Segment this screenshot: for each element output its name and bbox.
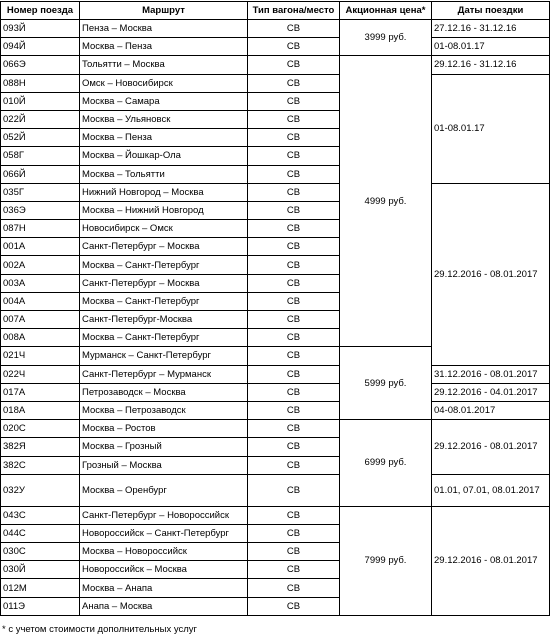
car-type-cell: СВ: [248, 183, 340, 201]
route-cell: Грозный – Москва: [80, 456, 248, 474]
car-type-cell: СВ: [248, 456, 340, 474]
route-cell: Москва – Пенза: [80, 129, 248, 147]
train-number-cell: 002А: [1, 256, 80, 274]
table-row: [1, 474, 550, 506]
train-number-cell: 094Й: [1, 38, 80, 56]
train-number-cell: 043С: [1, 506, 80, 524]
travel-dates-cell: 01.01, 07.01, 08.01.2017: [432, 474, 550, 506]
promo-price-cell: 4999 руб.: [340, 56, 432, 347]
route-cell: Петрозаводск – Москва: [80, 383, 248, 401]
route-cell: Москва – Нижний Новгород: [80, 201, 248, 219]
car-type-cell: СВ: [248, 579, 340, 597]
train-number-cell: 004А: [1, 292, 80, 310]
train-number-cell: 010Й: [1, 92, 80, 110]
route-cell: Санкт-Петербург – Москва: [80, 274, 248, 292]
train-number-cell: 382С: [1, 456, 80, 474]
car-type-cell: СВ: [248, 524, 340, 542]
train-number-cell: 093Й: [1, 20, 80, 38]
route-cell: Тольятти – Москва: [80, 56, 248, 74]
promo-price-cell: 5999 руб.: [340, 347, 432, 420]
car-type-cell: СВ: [248, 38, 340, 56]
route-cell: Нижний Новгород – Москва: [80, 183, 248, 201]
route-cell: Москва – Самара: [80, 92, 248, 110]
car-type-cell: СВ: [248, 438, 340, 456]
train-number-cell: 022Ч: [1, 365, 80, 383]
route-cell: Новороссийск – Санкт-Петербург: [80, 524, 248, 542]
route-cell: Санкт-Петербург – Новороссийск: [80, 506, 248, 524]
route-cell: Мурманск – Санкт-Петербург: [80, 347, 248, 365]
car-type-cell: СВ: [248, 20, 340, 38]
train-number-cell: 030С: [1, 543, 80, 561]
route-cell: Санкт-Петербург-Москва: [80, 311, 248, 329]
header-travel-dates: Даты поездки: [432, 2, 550, 20]
table-row: [1, 365, 550, 383]
route-cell: Москва – Ростов: [80, 420, 248, 438]
fares-table: [0, 1, 550, 616]
promo-price-cell: 3999 руб.: [340, 20, 432, 56]
train-number-cell: 022Й: [1, 110, 80, 128]
route-cell: Москва – Петрозаводск: [80, 401, 248, 419]
car-type-cell: СВ: [248, 561, 340, 579]
train-number-cell: 044С: [1, 524, 80, 542]
header-train-number: Номер поезда: [1, 2, 80, 20]
car-type-cell: СВ: [248, 56, 340, 74]
train-number-cell: 011Э: [1, 597, 80, 615]
car-type-cell: СВ: [248, 474, 340, 506]
car-type-cell: СВ: [248, 311, 340, 329]
car-type-cell: СВ: [248, 165, 340, 183]
travel-dates-cell: 27.12.16 - 31.12.16: [432, 20, 550, 38]
train-number-cell: 036Э: [1, 201, 80, 219]
route-cell: Москва – Анапа: [80, 579, 248, 597]
train-number-cell: 003А: [1, 274, 80, 292]
train-number-cell: 020С: [1, 420, 80, 438]
table-row: [1, 20, 550, 38]
table-row: [1, 56, 550, 74]
promo-price-cell: 7999 руб.: [340, 506, 432, 615]
travel-dates-cell: 29.12.16 - 31.12.16: [432, 56, 550, 74]
travel-dates-cell: 29.12.2016 - 08.01.2017: [432, 420, 550, 475]
train-number-cell: 058Г: [1, 147, 80, 165]
train-number-cell: 087Н: [1, 220, 80, 238]
route-cell: Санкт-Петербург – Мурманск: [80, 365, 248, 383]
car-type-cell: СВ: [248, 347, 340, 365]
route-cell: Москва – Ульяновск: [80, 110, 248, 128]
car-type-cell: СВ: [248, 129, 340, 147]
route-cell: Москва – Новороссийск: [80, 543, 248, 561]
car-type-cell: СВ: [248, 74, 340, 92]
header-car-type: Тип вагона/место: [248, 2, 340, 20]
table-row: [1, 420, 550, 438]
route-cell: Москва – Пенза: [80, 38, 248, 56]
train-number-cell: 012М: [1, 579, 80, 597]
header-route: Маршрут: [80, 2, 248, 20]
train-number-cell: 088Н: [1, 74, 80, 92]
train-number-cell: 018А: [1, 401, 80, 419]
train-number-cell: 008А: [1, 329, 80, 347]
route-cell: Москва – Грозный: [80, 438, 248, 456]
train-number-cell: 007А: [1, 311, 80, 329]
route-cell: Москва – Санкт-Петербург: [80, 292, 248, 310]
car-type-cell: СВ: [248, 329, 340, 347]
table-row: [1, 183, 550, 201]
train-number-cell: 017А: [1, 383, 80, 401]
car-type-cell: СВ: [248, 110, 340, 128]
car-type-cell: СВ: [248, 543, 340, 561]
train-number-cell: 052Й: [1, 129, 80, 147]
route-cell: Москва – Санкт-Петербург: [80, 329, 248, 347]
route-cell: Новосибирск – Омск: [80, 220, 248, 238]
car-type-cell: СВ: [248, 506, 340, 524]
route-cell: Пенза – Москва: [80, 20, 248, 38]
header-row: [1, 2, 550, 20]
car-type-cell: СВ: [248, 597, 340, 615]
table-row: [1, 38, 550, 56]
car-type-cell: СВ: [248, 365, 340, 383]
travel-dates-cell: 01-08.01.17: [432, 74, 550, 183]
train-number-cell: 035Г: [1, 183, 80, 201]
table-row: [1, 506, 550, 524]
car-type-cell: СВ: [248, 238, 340, 256]
route-cell: Санкт-Петербург – Москва: [80, 238, 248, 256]
travel-dates-cell: 29.12.2016 - 08.01.2017: [432, 183, 550, 365]
travel-dates-cell: 29.12.2016 - 04.01.2017: [432, 383, 550, 401]
car-type-cell: СВ: [248, 220, 340, 238]
car-type-cell: СВ: [248, 274, 340, 292]
car-type-cell: СВ: [248, 256, 340, 274]
fares-body: [1, 20, 550, 616]
car-type-cell: СВ: [248, 201, 340, 219]
car-type-cell: СВ: [248, 401, 340, 419]
footnote: * с учетом стоимости дополнительных услуг: [2, 624, 198, 635]
car-type-cell: СВ: [248, 147, 340, 165]
travel-dates-cell: 29.12.2016 - 08.01.2017: [432, 506, 550, 615]
promo-price-cell: 6999 руб.: [340, 420, 432, 507]
train-number-cell: 032У: [1, 474, 80, 506]
travel-dates-cell: 01-08.01.17: [432, 38, 550, 56]
route-cell: Москва – Санкт-Петербург: [80, 256, 248, 274]
route-cell: Москва – Оренбург: [80, 474, 248, 506]
train-number-cell: 021Ч: [1, 347, 80, 365]
table-row: [1, 401, 550, 419]
train-number-cell: 066Э: [1, 56, 80, 74]
train-number-cell: 066Й: [1, 165, 80, 183]
header-promo-price: Акционная цена*: [340, 2, 432, 20]
travel-dates-cell: 31.12.2016 - 08.01.2017: [432, 365, 550, 383]
car-type-cell: СВ: [248, 292, 340, 310]
train-number-cell: 030Й: [1, 561, 80, 579]
table-row: [1, 383, 550, 401]
route-cell: Москва – Тольятти: [80, 165, 248, 183]
train-number-cell: 001А: [1, 238, 80, 256]
route-cell: Москва – Йошкар-Ола: [80, 147, 248, 165]
travel-dates-cell: 04-08.01.2017: [432, 401, 550, 419]
car-type-cell: СВ: [248, 420, 340, 438]
table-row: [1, 74, 550, 92]
train-number-cell: 382Я: [1, 438, 80, 456]
route-cell: Омск – Новосибирск: [80, 74, 248, 92]
route-cell: Анапа – Москва: [80, 597, 248, 615]
car-type-cell: СВ: [248, 92, 340, 110]
car-type-cell: СВ: [248, 383, 340, 401]
route-cell: Новороссийск – Москва: [80, 561, 248, 579]
